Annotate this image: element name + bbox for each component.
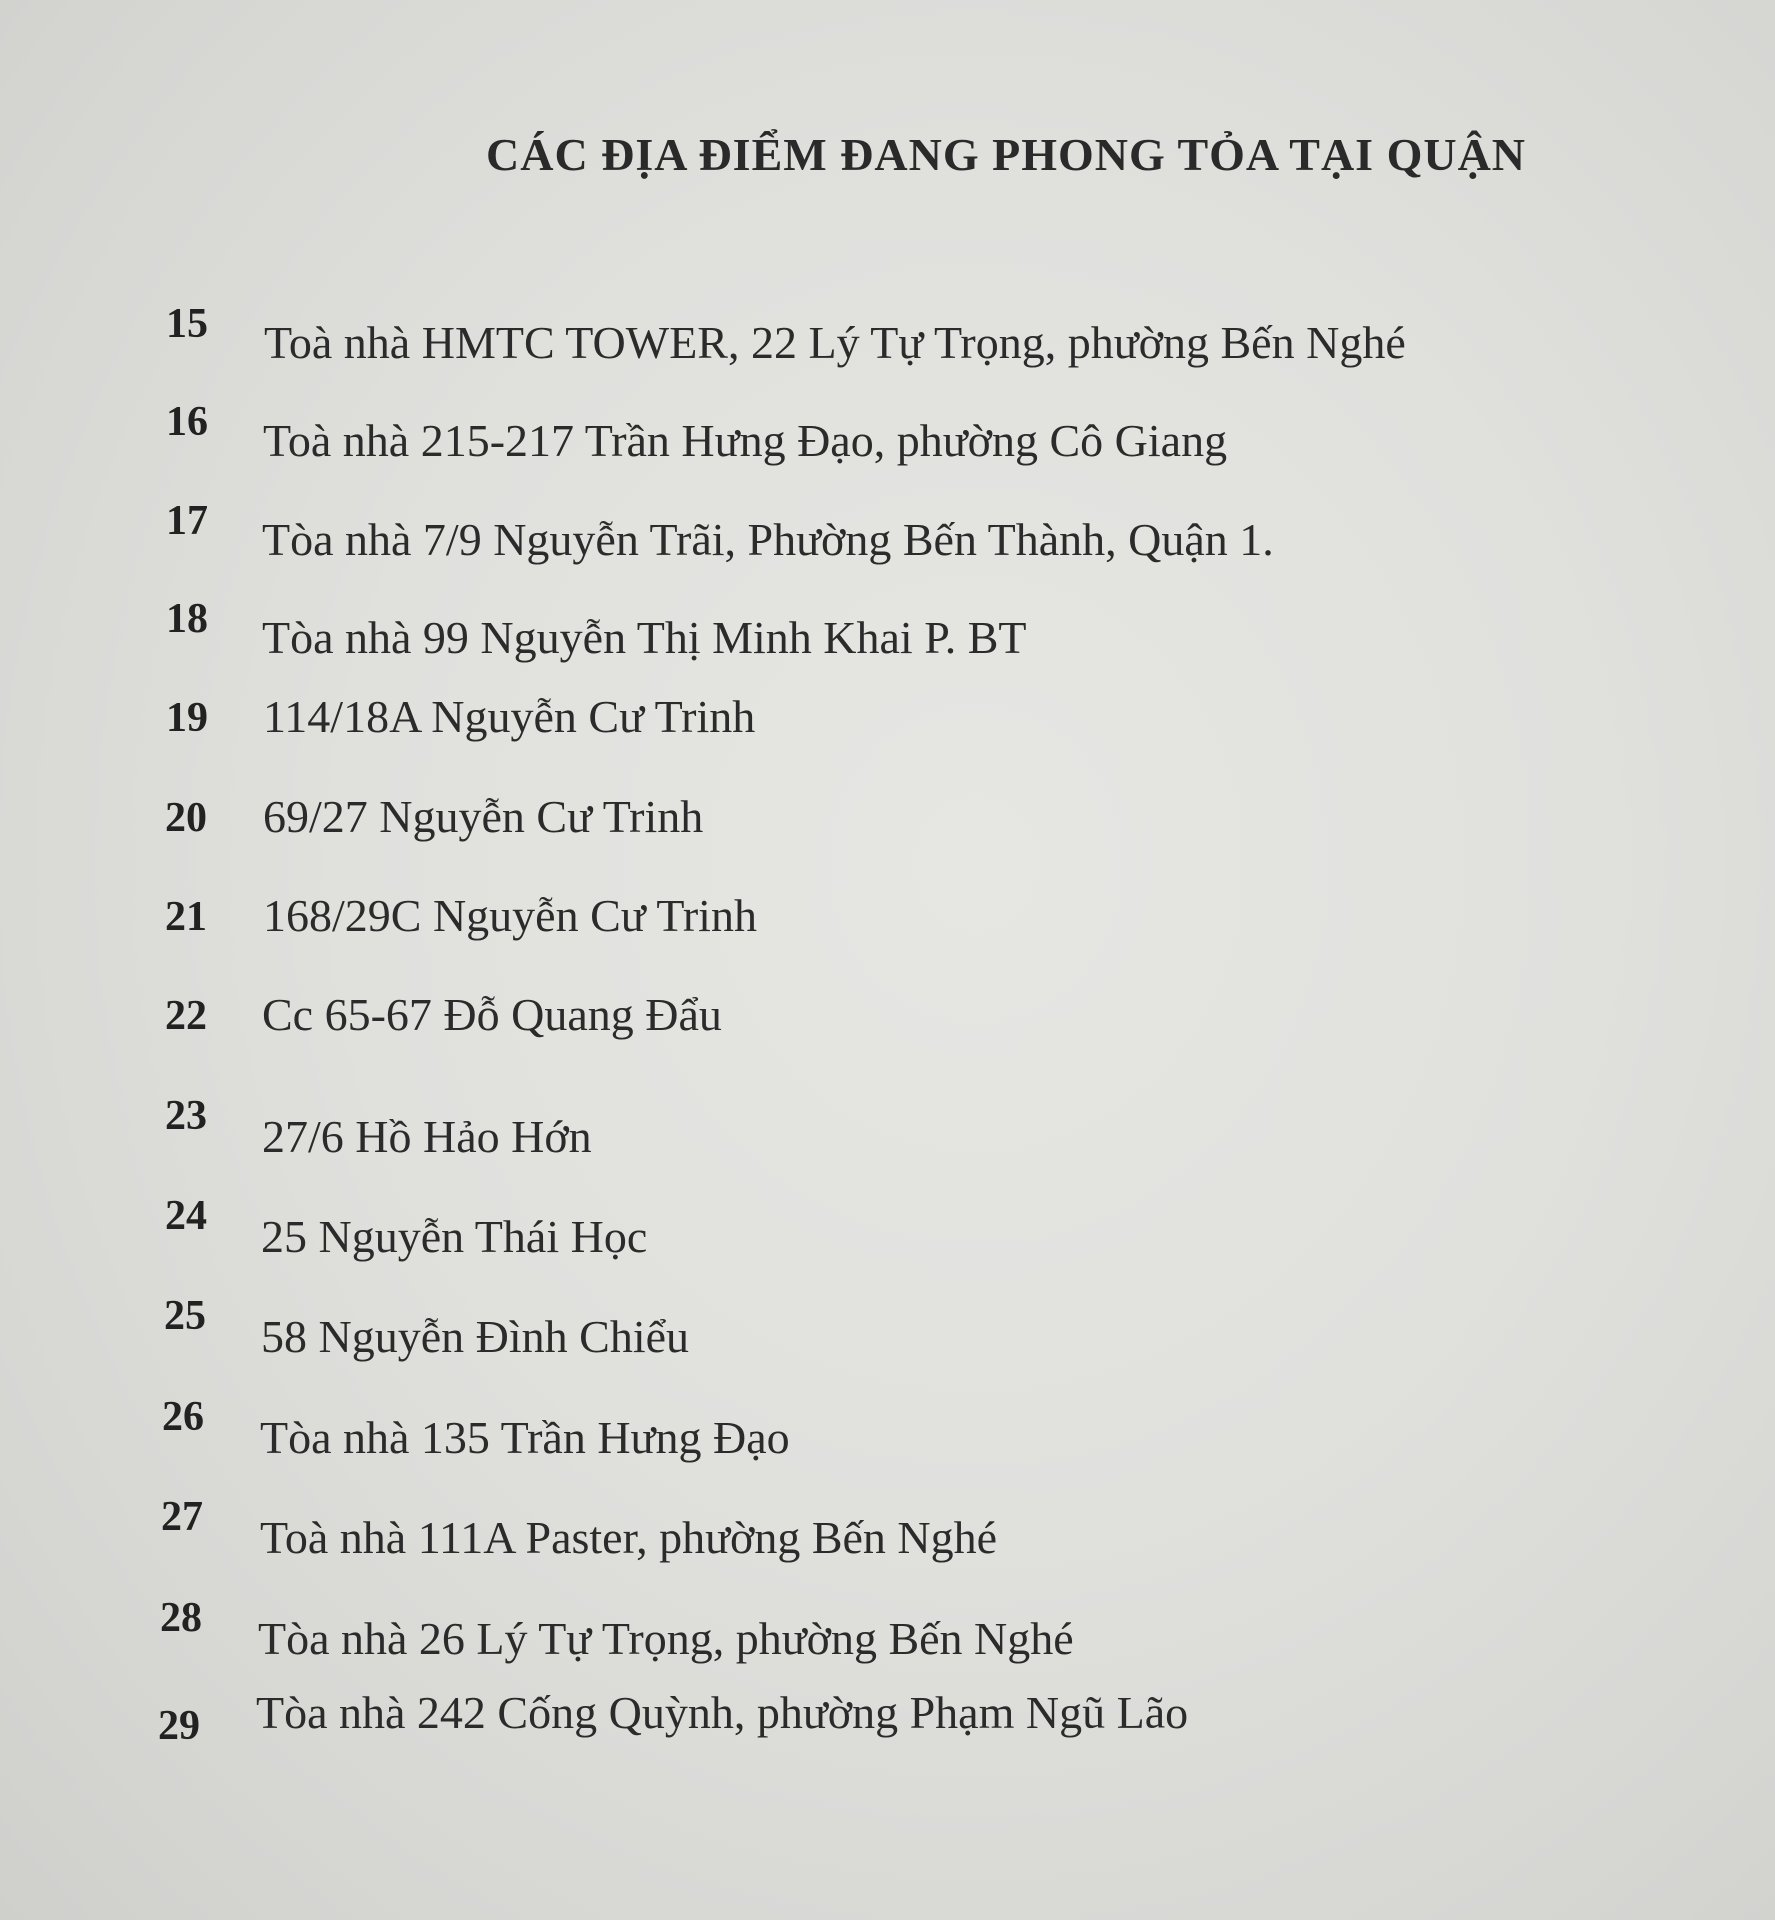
item-text: Cc 65-67 Đỗ Quang Đẩu	[262, 989, 722, 1040]
list-item	[0, 497, 1775, 577]
item-number: 23	[165, 1093, 207, 1139]
list-item	[0, 300, 1775, 380]
item-text: 27/6 Hồ Hảo Hớn	[262, 1111, 592, 1162]
item-number: 25	[164, 1293, 206, 1339]
list-item	[0, 1493, 1775, 1573]
item-text: 25 Nguyễn Thái Học	[261, 1211, 648, 1262]
item-number: 22	[165, 993, 207, 1039]
item-number: 27	[161, 1494, 203, 1540]
item-text: Tòa nhà 135 Trần Hưng Đạo	[260, 1412, 790, 1463]
list-item	[0, 595, 1775, 675]
page-title: CÁC ĐỊA ĐIỂM ĐANG PHONG TỎA TẠI QUẬN	[486, 129, 1527, 180]
item-text: 58 Nguyễn Đình Chiểu	[261, 1311, 690, 1362]
item-text: Tòa nhà 26 Lý Tự Trọng, phường Bến Nghé	[258, 1613, 1074, 1664]
item-number: 21	[165, 894, 207, 940]
item-number: 15	[166, 301, 208, 347]
list-item	[0, 1594, 1775, 1674]
item-number: 17	[166, 498, 208, 544]
list-item	[0, 790, 1775, 870]
list-item	[0, 398, 1775, 478]
item-text: 114/18A Nguyễn Cư Trinh	[263, 691, 756, 742]
item-text: Toà nhà HMTC TOWER, 22 Lý Tự Trọng, phường Bến Nghé	[264, 317, 1406, 368]
item-text: Tòa nhà 7/9 Nguyễn Trãi, Phường Bến Thành, Quận 1.	[262, 514, 1274, 565]
item-number: 29	[158, 1703, 200, 1749]
list-item	[0, 1192, 1775, 1272]
item-text: Toà nhà 215-217 Trần Hưng Đạo, phường Cô Giang	[263, 415, 1228, 466]
item-number: 18	[166, 596, 208, 642]
item-text: 69/27 Nguyễn Cư Trinh	[263, 791, 704, 842]
item-number: 28	[160, 1595, 202, 1641]
list-item	[0, 988, 1775, 1068]
list-item	[0, 690, 1775, 770]
item-text: 168/29C Nguyễn Cư Trinh	[263, 890, 757, 941]
item-text: Tòa nhà 99 Nguyễn Thị Minh Khai P. BT	[262, 612, 1027, 663]
item-text: Toà nhà 111A Paster, phường Bến Nghé	[260, 1512, 998, 1563]
list-item	[0, 889, 1775, 969]
item-number: 20	[165, 795, 207, 841]
list-item	[0, 1292, 1775, 1372]
list-item	[0, 1686, 1775, 1766]
item-number: 24	[165, 1193, 207, 1239]
list-item	[0, 1092, 1775, 1172]
item-number: 26	[162, 1394, 204, 1440]
item-number: 19	[166, 695, 208, 741]
item-number: 16	[166, 399, 208, 445]
item-text: Tòa nhà 242 Cống Quỳnh, phường Phạm Ngũ Lão	[256, 1687, 1189, 1738]
list-item	[0, 1393, 1775, 1473]
